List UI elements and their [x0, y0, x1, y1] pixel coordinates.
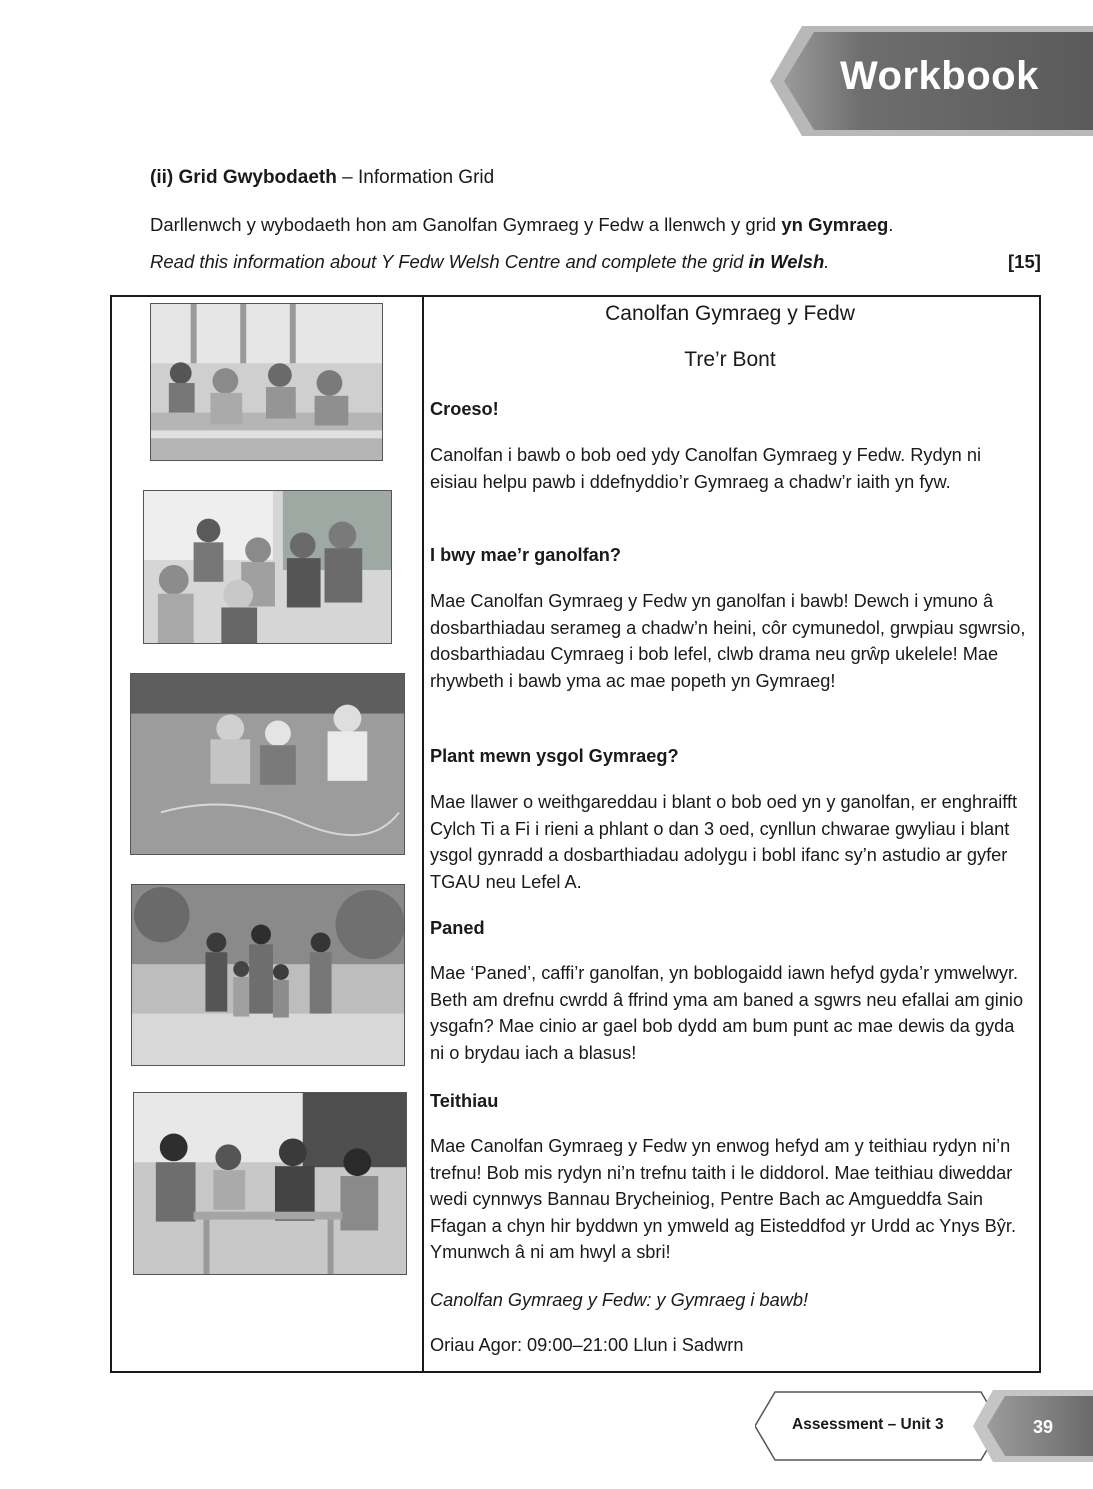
section-heading: Croeso!: [430, 399, 499, 419]
section-heading: Teithiau: [430, 1091, 499, 1111]
section-body: Mae Canolfan Gymraeg y Fedw yn ganolfan i bawb! Dewch i ymuno â dosbarthiadau serameg a chadw’n heini, côr cymunedol, grwpiau sgwrsio, dosbarthiadau Cymraeg i bob lefel, clwb drama neu grŵp ukelele! Mae rhywbeth i bawb yma ac mae popeth yn Gymraeg!: [430, 591, 1026, 691]
column-divider: [422, 297, 424, 1371]
instruction-english: [150, 251, 829, 273]
opening-hours: Oriau Agor: 09:00–21:00 Llun i Sadwrn: [430, 1335, 744, 1355]
section-heading: Paned: [430, 918, 485, 938]
page-footer: [755, 1390, 1093, 1462]
instruction-english-end: .: [824, 251, 830, 272]
footer-unit-label: Assessment – Unit 3: [792, 1416, 944, 1433]
task-heading-rest: – Information Grid: [336, 167, 495, 188]
marks-label: [15]: [1008, 251, 1041, 272]
section-body: Canolfan i bawb o bob oed ydy Canolfan Gymraeg y Fedw. Rydyn ni eisiau helpu pawb i ddefnyddio’r Gymraeg a chadw’r iaith yn fyw.: [430, 445, 981, 492]
cafe-photo: [133, 1092, 407, 1275]
workbook-tab: [770, 26, 1093, 136]
article-box: [110, 295, 1041, 1373]
task-heading-bold: (ii) Grid Gwybodaeth: [150, 167, 337, 188]
page-number: 39: [1033, 1417, 1054, 1437]
instruction-english-text: Read this information about Y Fedw Welsh Centre and complete the grid: [150, 251, 749, 272]
instruction-welsh-bold: yn Gymraeg: [781, 214, 889, 235]
instruction-welsh: [150, 214, 893, 236]
group-photo: [143, 490, 392, 644]
section-heading: I bwy mae’r ganolfan?: [430, 545, 622, 565]
instruction-english-bold: in Welsh: [748, 251, 825, 272]
children-photo: [130, 673, 405, 855]
classroom-photo: [150, 303, 383, 461]
section-body: Mae Canolfan Gymraeg y Fedw yn enwog hefyd am y teithiau rydyn ni’n trefnu! Bob mis rydyn ni’n trefnu taith i le diddorol. Mae teithiau diweddar wedi cynnwys Bannau Brycheiniog, Pentre Bach ac Amgueddfa Sain Ffagan a chyn hir byddwn yn ymweld ag Eisteddfod yr Urdd ac Ynys Bŷr. Ymunwch â ni am hwyl a sbri!: [430, 1136, 1016, 1262]
instruction-welsh-end: .: [888, 214, 894, 235]
article-title: Canolfan Gymraeg y Fedw: [605, 302, 855, 325]
section-heading: Plant mewn ysgol Gymraeg?: [430, 746, 679, 766]
family-photo: [131, 884, 405, 1066]
instruction-welsh-text: Darllenwch y wybodaeth hon am Ganolfan Gymraeg y Fedw a llenwch y grid: [150, 214, 782, 235]
section-body: Mae llawer o weithgareddau i blant o bob oed yn y ganolfan, er enghraifft Cylch Ti a Fi i rieni a phlant o dan 3 oed, cynllun chwarae gwyliau i blant ysgol gynradd a dosbarthiadau adolygu i bobl ifanc sy’n astudio ar gyfer TGAU neu Lefel A.: [430, 792, 1018, 892]
task-heading: [150, 167, 494, 189]
article-subtitle: Tre’r Bont: [684, 348, 776, 371]
slogan: Canolfan Gymraeg y Fedw: y Gymraeg i bawb!: [430, 1290, 809, 1310]
section-body: Mae ‘Paned’, caffi’r ganolfan, yn boblogaidd iawn hefyd gyda’r ymwelwyr. Beth am drefnu cwrdd â ffrind yma am baned a sgwrs neu efallai am ginio ysgafn? Mae cinio ar gael bob dydd am bum punt ac mae dewis da gyda ni o brydau iach a blasus!: [430, 963, 1024, 1063]
workbook-title: Workbook: [840, 54, 1039, 98]
